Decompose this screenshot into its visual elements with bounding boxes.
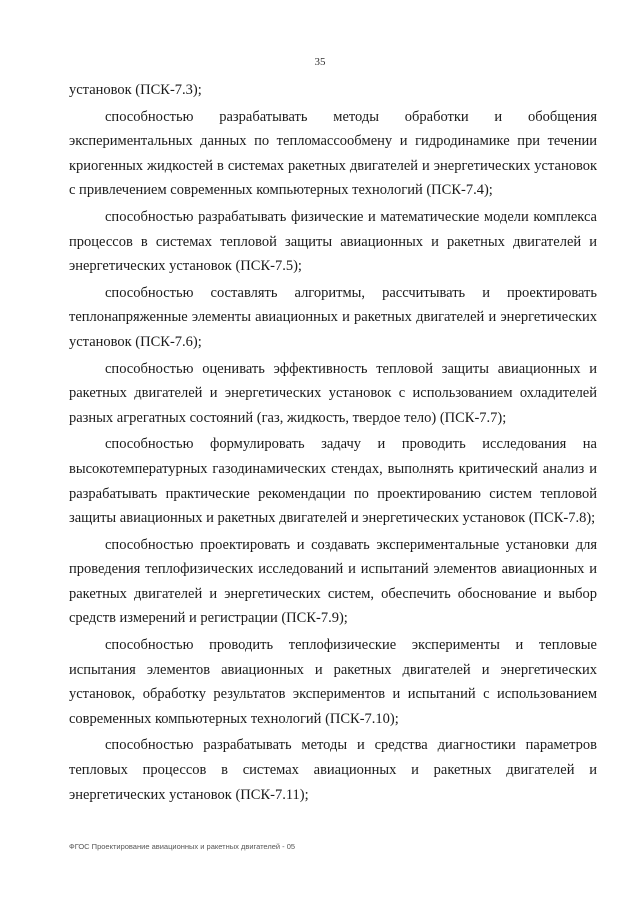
paragraph-psk-7-9: способностью проектировать и создавать экспериментальные установки для проведения теплофизических исследований и испытаний элементов авиационных и ракетных двигателей и энергетических систем, обеспечить обоснование и выбор средств измерений и регистрации (ПСК-7.9); [69,536,597,627]
paragraph-psk-7-6: способностью составлять алгоритмы, рассчитывать и проектировать теплонапряженные элементы авиационных и ракетных двигателей и энергетических установок (ПСК-7.6); [69,284,597,350]
paragraph-psk-7-11: способностью разрабатывать методы и средства диагностики параметров тепловых процессов в системах авиационных и ракетных двигателей и энергетических установок (ПСК-7.11); [69,737,597,803]
page-number: 35 [314,56,326,68]
page-footer: ФГОС Проектирование авиационных и ракетных двигателей - 05 [69,842,296,851]
paragraph-psk-7-5: способностью разрабатывать физические и математические модели комплекса процессов в системах тепловой защиты авиационных и ракетных двигателей и энергетических установок (ПСК-7.5); [69,208,597,275]
paragraph-psk-7-8: способностью формулировать задачу и проводить исследования на высокотемпературных газодинамических стендах, выполнять критический анализ и разрабатывать практические рекомендации по проектированию систем тепловой защиты авиационных и ракетных двигателей и энергетических установок (ПСК-7.8); [69,436,597,527]
paragraph-psk-7-7: способностью оценивать эффективность тепловой защиты авиационных и ракетных двигателей и энергетических установок с использованием охладителей разных агрегатных состояний (газ, жидкость, твердое тело) (ПСК-7.7); [69,360,597,426]
paragraph-psk-7-4: способностью разрабатывать методы обработки и обобщения экспериментальных данных по тепломассообмену и гидродинамике при течении криогенных жидкостей в системах ракетных двигателей и энергетических установок с привлечением современных компьютерных технологий (ПСК-7.4); [69,108,597,199]
paragraph-psk-7-10: способностью проводить теплофизические эксперименты и тепловые испытания элементов авиационных и ракетных двигателей и энергетических установок, обработку результатов экспериментов и испытаний с использованием современных компьютерных технологий (ПСК-7.10); [69,637,597,727]
paragraph-continuation: установок (ПСК-7.3); [69,82,202,98]
document-body [69,78,597,809]
